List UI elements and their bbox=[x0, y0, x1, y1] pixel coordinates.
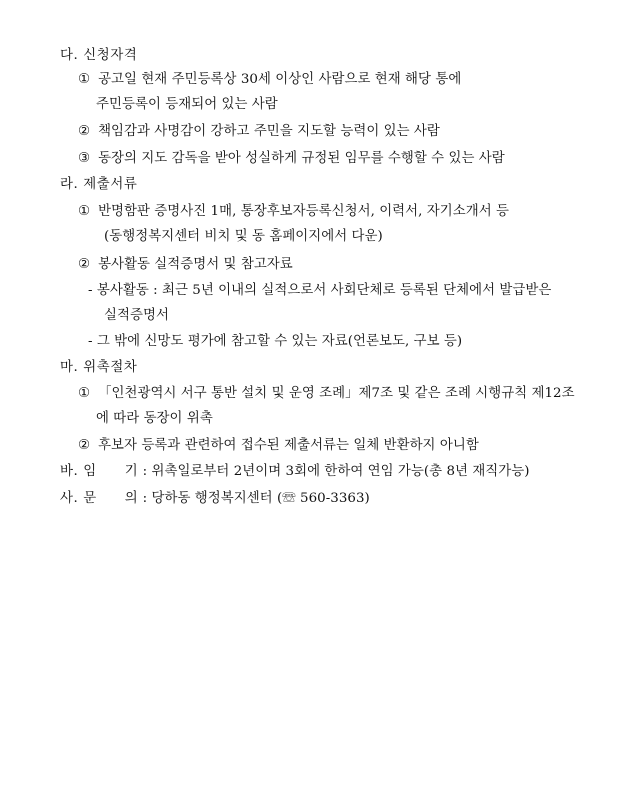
list-item bbox=[78, 387, 575, 400]
term-label: 바. 임 기 bbox=[60, 464, 139, 479]
item-text: 동장의 지도 감독을 받아 성실하게 규정된 임무를 수행할 수 있는 사람 bbox=[98, 151, 505, 166]
list-item-continuation: 주민등록이 등재되어 있는 사람 bbox=[96, 97, 278, 112]
list-item bbox=[78, 439, 479, 452]
item-text: 「인천광역시 서구 통반 설치 및 운영 조례」제7조 및 같은 조례 시행규칙 제12조 bbox=[98, 386, 575, 401]
item-marker: ② bbox=[78, 124, 91, 139]
list-item bbox=[78, 258, 293, 271]
item-marker: ③ bbox=[78, 151, 91, 166]
list-item bbox=[78, 73, 461, 86]
section-heading-eligibility: 다. 신청자격 bbox=[60, 48, 138, 63]
list-item-continuation: 에 따라 동장이 위촉 bbox=[96, 411, 213, 426]
list-item bbox=[78, 205, 509, 218]
item-marker: ① bbox=[78, 72, 91, 87]
item-marker: ① bbox=[78, 386, 91, 401]
term-row bbox=[60, 465, 530, 478]
item-text: 공고일 현재 주민등록상 30세 이상인 사람으로 현재 해당 통에 bbox=[98, 72, 462, 87]
section-heading-procedure: 마. 위촉절차 bbox=[60, 360, 138, 375]
sub-list-item: - 봉사활동 : 최근 5년 이내의 실적으로서 사회단체로 등록된 단체에서 발급받은 bbox=[88, 283, 552, 298]
sub-list-item-continuation: 실적증명서 bbox=[104, 308, 169, 323]
item-text: 책임감과 사명감이 강하고 주민을 지도할 능력이 있는 사람 bbox=[98, 124, 440, 139]
item-text: 후보자 등록과 관련하여 접수된 제출서류는 일체 반환하지 아니함 bbox=[98, 438, 479, 453]
item-marker: ① bbox=[78, 204, 91, 219]
item-marker: ② bbox=[78, 257, 91, 272]
list-item bbox=[78, 125, 440, 138]
item-text: 봉사활동 실적증명서 및 참고자료 bbox=[98, 257, 293, 272]
section-heading-documents: 라. 제출서류 bbox=[60, 177, 138, 192]
item-text: 반명함판 증명사진 1매, 통장후보자등록신청서, 이력서, 자기소개서 등 bbox=[98, 204, 509, 219]
inquiry-text: : 당하동 행정복지센터 (☏ 560-3363) bbox=[142, 491, 370, 506]
list-item bbox=[78, 152, 505, 165]
term-text: : 위촉일로부터 2년이며 3회에 한하여 연임 가능(총 8년 재직가능) bbox=[142, 464, 530, 479]
inquiry-label: 사. 문 의 bbox=[60, 491, 139, 506]
item-marker: ② bbox=[78, 438, 91, 453]
list-item-continuation: (동행정복지센터 비치 및 동 홈페이지에서 다운) bbox=[104, 229, 383, 244]
inquiry-row bbox=[60, 492, 370, 505]
sub-list-item: - 그 밖에 신망도 평가에 참고할 수 있는 자료(언론보도, 구보 등) bbox=[88, 334, 463, 349]
